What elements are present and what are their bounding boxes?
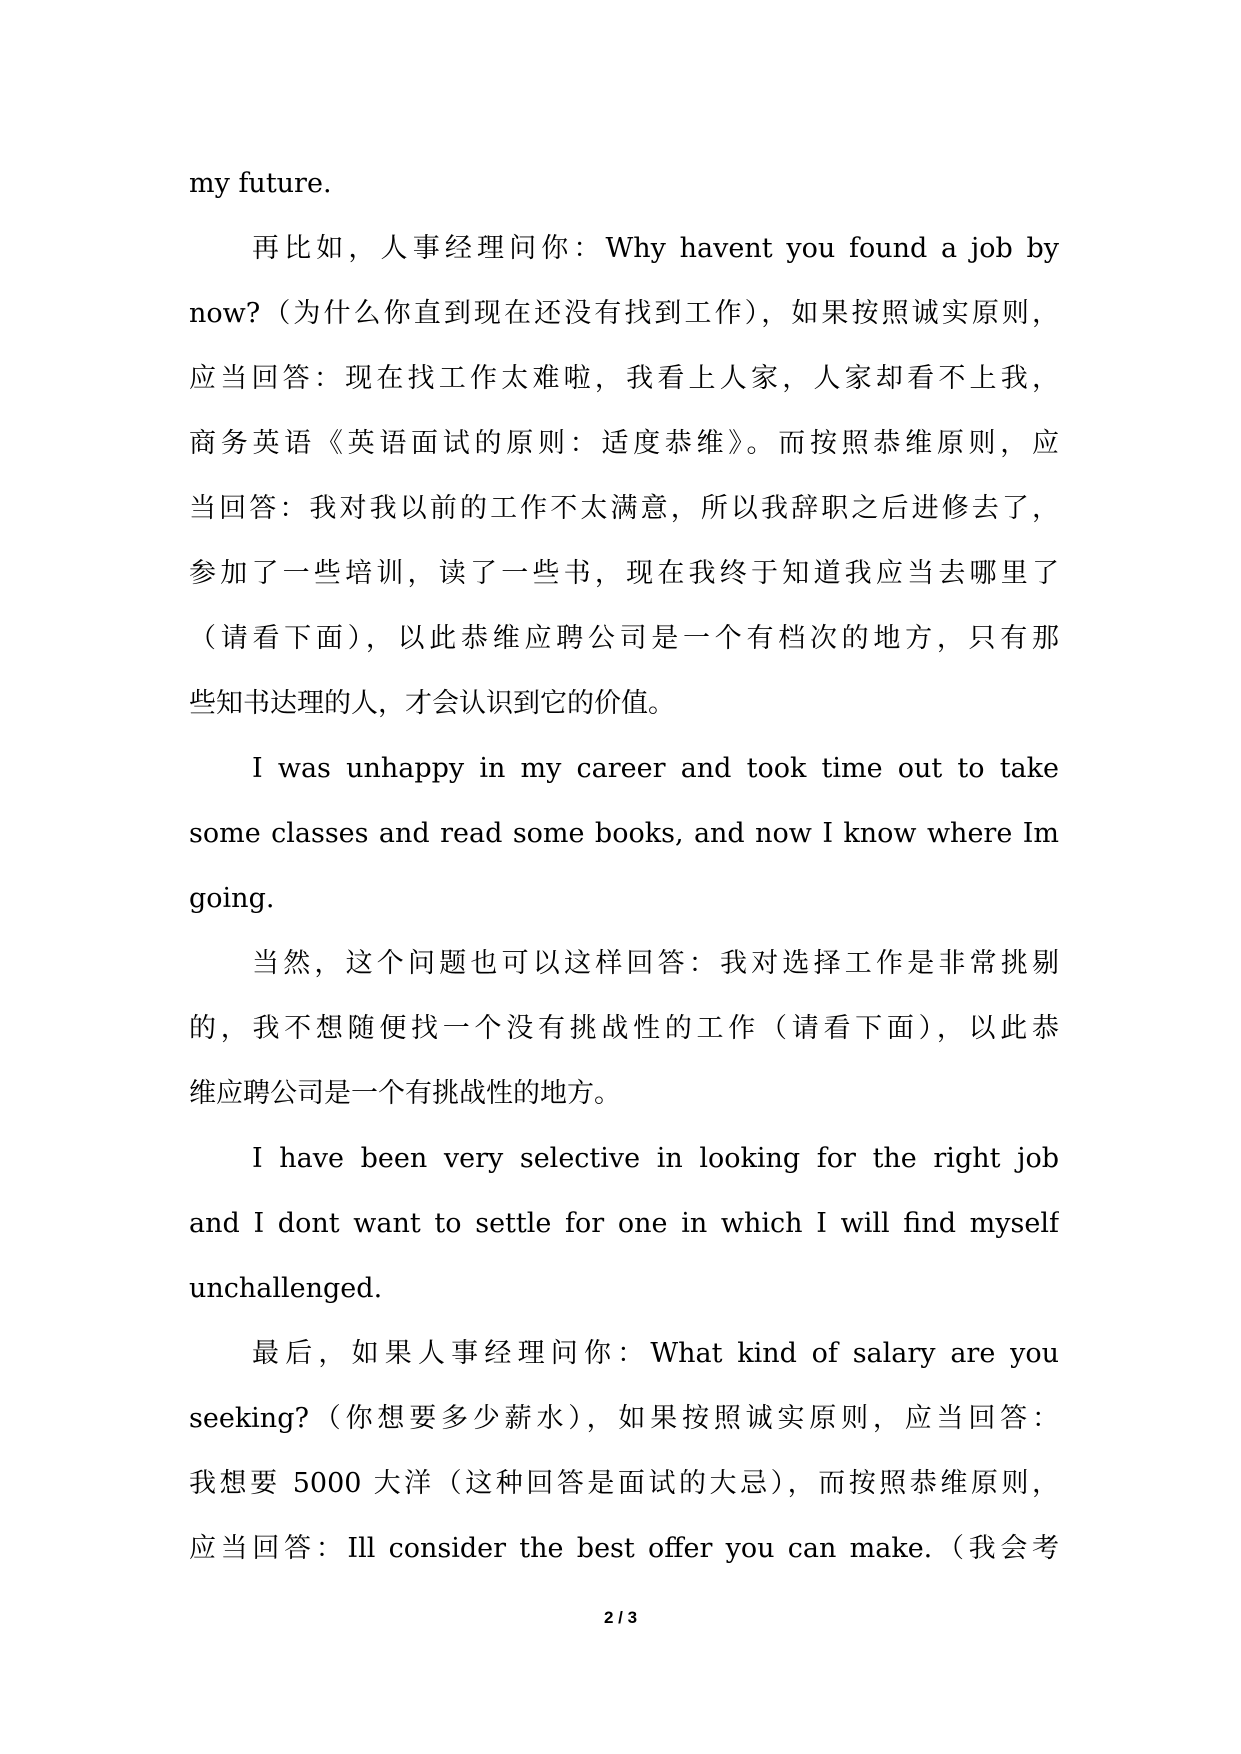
- text-line: 些知书达理的人，才会认识到它的价值。: [189, 688, 675, 719]
- page-number: 2 / 3: [603, 1608, 638, 1627]
- text-line: 的，我不想随便找一个没有挑战性的工作（请看下面），以此恭: [189, 1013, 1059, 1044]
- text-line: （请看下面），以此恭维应聘公司是一个有档次的地方，只有那: [189, 623, 1059, 654]
- paragraph-start-line: I have been very selective in looking for the right job: [252, 1143, 1059, 1174]
- text-line: 应当回答：Ill consider the best offer you can make.（我会考: [189, 1533, 1059, 1564]
- text-line: seeking?（你想要多少薪水），如果按照诚实原则，应当回答：: [189, 1403, 1059, 1434]
- text-line: 维应聘公司是一个有挑战性的地方。: [189, 1078, 621, 1109]
- paragraph-start-line: 当然，这个问题也可以这样回答：我对选择工作是非常挑剔: [252, 948, 1059, 979]
- text-line: and I dont want to settle for one in which I will find myself: [189, 1208, 1059, 1239]
- text-line: some classes and read some books, and now I know where Im: [189, 818, 1059, 849]
- text-line: 当回答：我对我以前的工作不太满意，所以我辞职之后进修去了，: [189, 493, 1059, 524]
- text-line: unchallenged.: [189, 1273, 383, 1304]
- paragraph-start-line: 再比如，人事经理问你：Why havent you found a job by: [252, 233, 1059, 264]
- text-line: going.: [189, 883, 275, 914]
- text-line: 商务英语《英语面试的原则：适度恭维》。而按照恭维原则，应: [189, 428, 1059, 459]
- text-line: now?（为什么你直到现在还没有找到工作），如果按照诚实原则，: [189, 298, 1059, 329]
- text-line: 应当回答：现在找工作太难啦，我看上人家，人家却看不上我，: [189, 363, 1059, 394]
- text-line-1: my future.: [189, 168, 332, 199]
- paragraph-start-line: 最后，如果人事经理问你：What kind of salary are you: [252, 1338, 1059, 1369]
- text-line: 参加了一些培训，读了一些书，现在我终于知道我应当去哪里了: [189, 558, 1059, 589]
- paragraph-start-line: I was unhappy in my career and took time out to take: [252, 753, 1059, 784]
- text-line: 我想要 5000 大洋（这种回答是面试的大忌），而按照恭维原则，: [189, 1468, 1059, 1499]
